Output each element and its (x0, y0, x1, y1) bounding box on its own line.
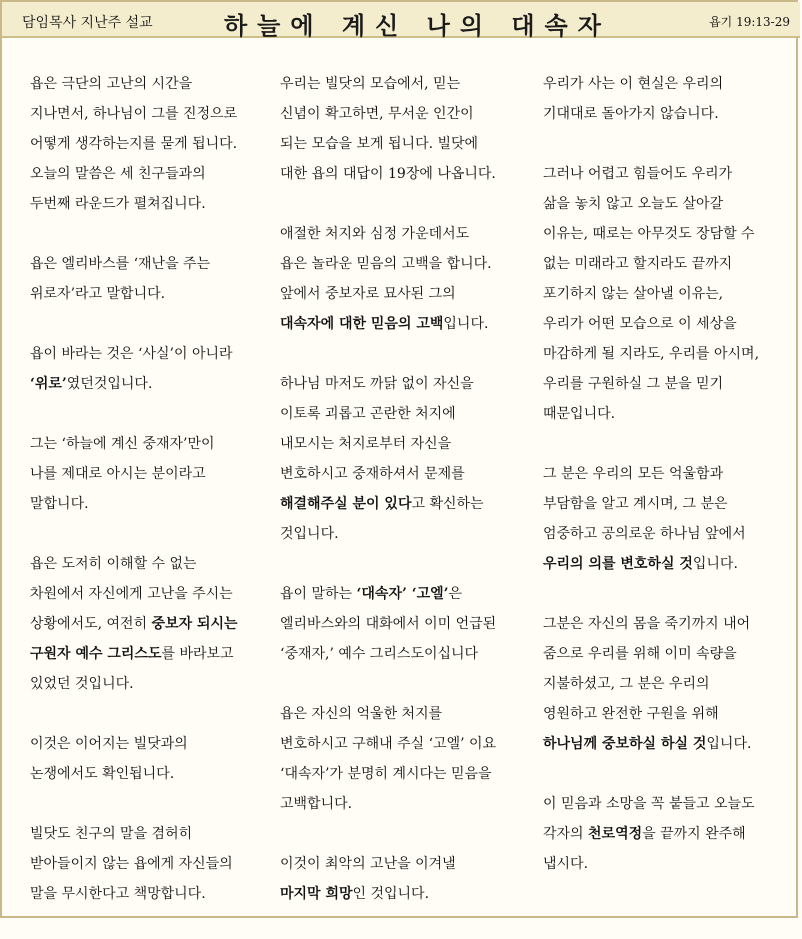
text-line: 이것은 이어지는 빌닷과의 (30, 736, 188, 752)
paragraph (30, 819, 270, 909)
header-label: 담임목사 지난주 설교 (22, 15, 153, 31)
text-line: 그 분은 우리의 모든 억울함과 (543, 466, 724, 482)
text-line: 되는 모습을 보게 됩니다. 빌닷에 (280, 136, 479, 152)
paragraph (543, 789, 795, 879)
paragraph (280, 579, 532, 669)
text-line: 마지막 희망인 것입니다. (280, 886, 430, 902)
column-3 (543, 69, 795, 909)
emphasis-text: 구원자 예수 그리스도 (30, 646, 162, 662)
text-line: 내모시는 처지로부터 자신을 (280, 436, 452, 452)
text-line: 기대대로 돌아가지 않습니다. (543, 106, 719, 122)
text-line: ‘대속자’가 분명히 계시다는 믿음을 (280, 766, 492, 782)
text-line: 이유는, 때로는 아무것도 장담할 수 (543, 226, 755, 242)
text-line: ‘중재자,’ 예수 그리스도이십니다 (280, 646, 479, 662)
text-line: 욥이 말하는 ‘대속자’ ‘고엘’은 (280, 586, 463, 602)
text-line: 애절한 처지와 심정 가운데서도 (280, 226, 470, 242)
paragraph (543, 159, 795, 429)
text-line: 이 믿음과 소망을 꼭 붙들고 오늘도 (543, 796, 755, 812)
emphasis-text: ‘위로’ (30, 376, 67, 392)
emphasis-text: 우리의 의를 변호하실 것 (543, 556, 693, 572)
emphasis-text: ‘대속자’ ‘고엘’ (356, 586, 449, 602)
text-line: 변호하시고 구해내 주실 ‘고엘’ 이요 (280, 736, 497, 752)
text-line: 대한 욥의 대답이 19장에 나옵니다. (280, 166, 496, 182)
text-line: 우리를 구원하실 그 분을 믿기 (543, 376, 724, 392)
text-line: 때문입니다. (543, 406, 616, 422)
text-line: 지불하셨고, 그 분은 우리의 (543, 676, 710, 692)
text-line: 그는 ‘하늘에 계신 중재자’만이 (30, 436, 215, 452)
text-line: 논쟁에서도 확인됩니다. (30, 766, 175, 782)
text-line: 각자의 천로역정을 끝까지 완주해 (543, 826, 746, 842)
text-line: 욥은 놀라운 믿음의 고백을 합니다. (280, 256, 492, 272)
text-line: 부담함을 알고 계시며, 그 분은 (543, 496, 728, 512)
text-line: 오늘의 말씀은 세 친구들과의 (30, 166, 206, 182)
text-line: 하나님 마저도 까닭 없이 자신을 (280, 376, 474, 392)
text-line: 포기하지 않는 살아낼 이유는, (543, 286, 724, 302)
sermon-title: 하늘에 계신 나의 대속자 (224, 12, 611, 40)
column-2 (280, 69, 532, 939)
text-line: 변호하시고 중재하셔서 문제를 (280, 466, 465, 482)
text-line: 것입니다. (280, 526, 339, 542)
paragraph (280, 369, 532, 549)
paragraph (543, 609, 795, 759)
text-line: 그러나 어렵고 힘들어도 우리가 (543, 166, 733, 182)
text-line: 차원에서 자신에게 고난을 주시는 (30, 586, 233, 602)
text-line: 욥은 엘리바스를 ‘재난을 주는 (30, 256, 211, 272)
text-line: 하나님께 중보하실 하실 것입니다. (543, 736, 752, 752)
text-line: 없는 미래라고 할지라도 끝까지 (543, 256, 733, 272)
column-1 (30, 69, 270, 939)
text-line: 나를 제대로 아시는 분이라고 (30, 466, 206, 482)
text-line: 욥은 극단의 고난의 시간을 (30, 76, 193, 92)
emphasis-text: 천로역정 (588, 826, 643, 842)
text-line: 우리가 어떤 모습으로 이 세상을 (543, 316, 737, 332)
text-line: 대속자에 대한 믿음의 고백입니다. (280, 316, 489, 332)
text-line: 위로자’라고 말합니다. (30, 286, 166, 302)
text-line: 두번째 라운드가 펼쳐집니다. (30, 196, 206, 212)
text-line: 해결해주실 분이 있다고 확신하는 (280, 496, 484, 512)
text-line: 엘리바스와의 대화에서 이미 언급된 (280, 616, 497, 632)
text-line: 그분은 자신의 몸을 죽기까지 내어 (543, 616, 751, 632)
paragraph (30, 729, 270, 789)
text-line: 욥이 바라는 것은 ‘사실’이 아니라 (30, 346, 233, 362)
paragraph (280, 699, 532, 819)
text-line: 영원하고 완전한 구원을 위해 (543, 706, 719, 722)
paragraph (30, 549, 270, 699)
text-line: 받아들이지 않는 욥에게 자신들의 (30, 856, 233, 872)
text-line: 욥은 도저히 이해할 수 없는 (30, 556, 197, 572)
text-line: ‘위로’였던것입니다. (30, 376, 153, 392)
text-line: 우리는 빌닷의 모습에서, 믿는 (280, 76, 461, 92)
text-line: 엄중하고 공의로운 하나님 앞에서 (543, 526, 746, 542)
text-line: 이것이 최악의 고난을 이겨낼 (280, 856, 456, 872)
text-line: 어떻게 생각하는지를 묻게 됩니다. (30, 136, 238, 152)
text-line: 빌닷도 친구의 말을 겸허히 (30, 826, 193, 842)
text-line: 고백합니다. (280, 796, 353, 812)
text-line: 우리의 의를 변호하실 것입니다. (543, 556, 738, 572)
text-line: 앞에서 중보자로 묘사된 그의 (280, 286, 456, 302)
text-line: 지나면서, 하나님이 그를 진정으로 (30, 106, 238, 122)
text-line: 말을 무시한다고 책망합니다. (30, 886, 206, 902)
header-bar (2, 2, 800, 38)
paragraph (30, 339, 270, 399)
emphasis-text: 해결해주실 분이 있다 (280, 496, 412, 512)
emphasis-text: 대속자에 대한 믿음의 고백 (280, 316, 444, 332)
text-line: 말합니다. (30, 496, 89, 512)
text-line: 욥은 자신의 억울한 처지를 (280, 706, 443, 722)
paragraph (30, 249, 270, 309)
text-line: 냅시다. (543, 856, 589, 872)
emphasis-text: 하나님께 중보하실 하실 것 (543, 736, 707, 752)
text-line: 신념이 확고하면, 무서운 인간이 (280, 106, 474, 122)
paragraph (280, 219, 532, 339)
paragraph (280, 69, 532, 189)
text-line: 있었던 것입니다. (30, 676, 134, 692)
text-line: 구원자 예수 그리스도를 바라보고 (30, 646, 234, 662)
paragraph (543, 69, 795, 129)
paragraph (543, 459, 795, 579)
text-line: 우리가 사는 이 현실은 우리의 (543, 76, 724, 92)
paragraph (30, 69, 270, 219)
text-line: 이토록 괴롭고 곤란한 처지에 (280, 406, 456, 422)
text-line: 상황에서도, 여전히 중보자 되시는 (30, 616, 238, 632)
emphasis-text: 마지막 희망 (280, 886, 353, 902)
paragraph (280, 849, 532, 909)
text-line: 마감하게 될 지라도, 우리를 아시며, (543, 346, 760, 362)
text-line: 줌으로 우리를 위해 이미 속량을 (543, 646, 737, 662)
emphasis-text: 중보자 되시는 (151, 616, 238, 632)
paragraph (30, 429, 270, 519)
scripture-reference: 욥기 19:13-29 (709, 15, 790, 29)
text-line: 삶을 놓치 않고 오늘도 살아갈 (543, 196, 724, 212)
